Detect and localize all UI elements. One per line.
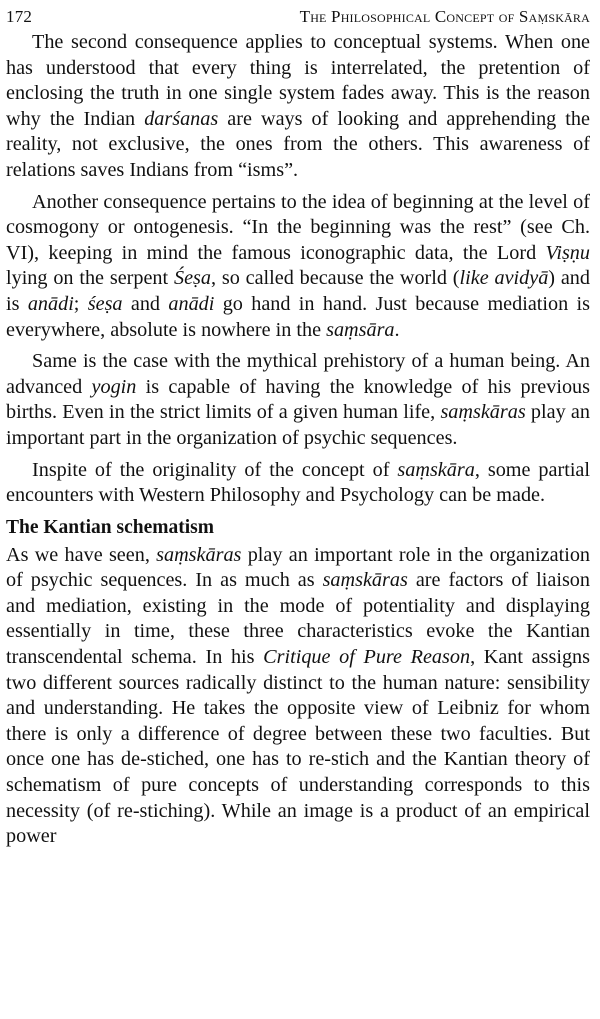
italic-term: darśanas [144, 107, 219, 130]
italic-term: like avidyā [459, 267, 549, 290]
italic-term: anādi [168, 292, 215, 315]
paragraph-4: Inspite of the originality of the concept of saṃskāra, some partial encounters with Western Philosophy and Psychology can be made. [6, 458, 590, 507]
italic-term: saṃskāras [440, 401, 526, 424]
page-number: 172 [6, 7, 33, 26]
italic-term: anādi [27, 292, 74, 315]
italic-term: saṃskāras [322, 569, 408, 592]
italic-term: Śeṣa [173, 267, 211, 290]
paragraph-3: Same is the case with the mythical prehistory of a human being. An advanced yogin is capable of having the knowledge of his previous births. Even in the strict limits of a given human life, saṃskāras play an important part in the organization of psychic sequences. [6, 350, 591, 449]
running-header [6, 4, 590, 30]
section-heading: The Kantian schematism [6, 516, 215, 538]
italic-term: Viṣṇu [545, 241, 590, 264]
italic-term: saṃskāra [397, 458, 475, 481]
paragraph-5: As we have seen, saṃskāras play an important role in the organization of psychic sequences. In as much as saṃskāras are factors of liaison and mediation, existing in the mode of potentiality and displaying essentially in time, these three characteristics evoke the Kantian transcendental schema. In his Critique of Pure Reason, Kant assigns two different sources radically distinct to the human nature: sensibility and understanding. He takes the opposite view of Leibniz for whom there is only a difference of degree between these two faculties. But once one has de-stiched, one has to re-stich and the Kantian theory of schematism of pure concepts of understanding corresponds to this necessity (of re-stiching). While an image is a product of an empirical power [6, 543, 591, 848]
paragraph-2: Another consequence pertains to the idea of beginning at the level of cosmogony or ontogenesis. “In the beginning was the rest” (see Ch. VI), keeping in mind the famous iconographic data, the Lord Viṣṇu lying on the serpent Śeṣa, so called because the world (like avidyā) and is anādi; śeṣa and anādi go hand in hand. Just because mediation is everywhere, absolute is nowhere in the saṃsāra. [6, 190, 591, 341]
running-title: The Philosophical Concept of Saṃskāra [299, 7, 590, 26]
italic-term: saṃskāras [156, 543, 242, 566]
italic-term: saṃsāra [326, 318, 395, 341]
italic-term: yogin [91, 375, 137, 398]
italic-term: Critique of Pure Reason [263, 646, 471, 669]
body-text [6, 30, 590, 850]
paragraph-1: The second consequence applies to conceptual systems. When one has understood that every thing is interrelated, the pretention of enclosing the truth in one single system fades away. This is the reason why the Indian darśanas are ways of looking and apprehending the reality, not exclusive, the ones from the others. This awareness of relations saves Indians from “isms”. [6, 31, 590, 181]
italic-term: śeṣa [87, 292, 123, 315]
